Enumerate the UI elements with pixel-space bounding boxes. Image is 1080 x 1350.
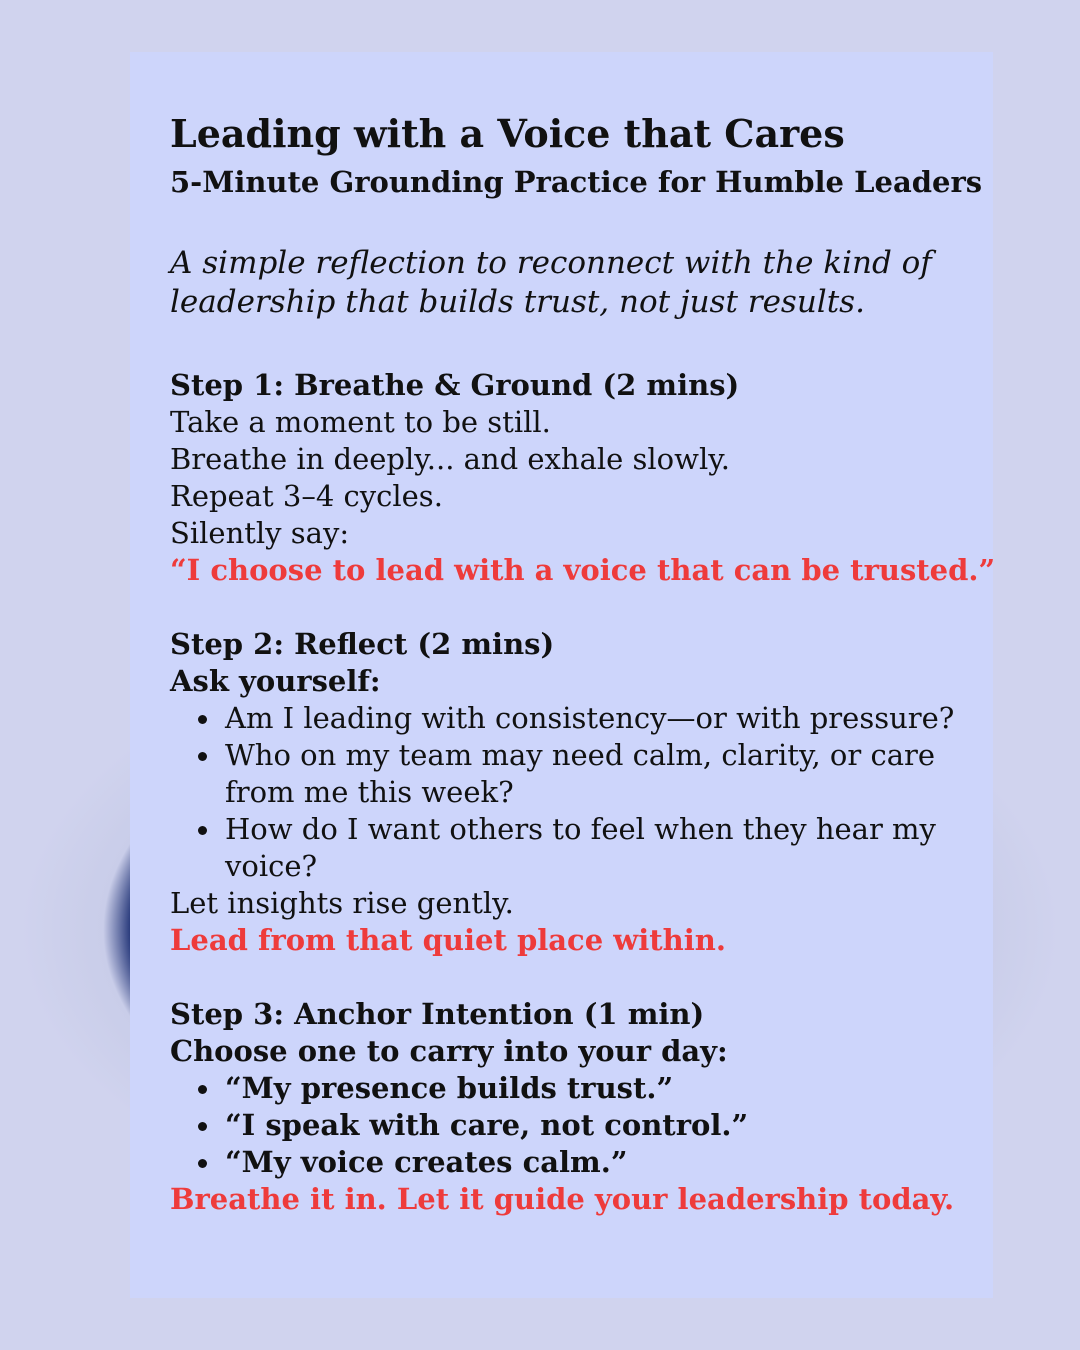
bullet-icon — [198, 826, 207, 835]
question-text: How do I want others to feel when they hear my voice? — [225, 812, 936, 883]
bullet-icon — [198, 1085, 207, 1094]
bullet-icon — [198, 752, 207, 761]
page-title: Leading with a Voice that Cares — [170, 111, 845, 156]
step-1-line: Silently say: — [170, 516, 350, 550]
step-2-closing: Let insights rise gently. — [170, 886, 514, 920]
step-1-section — [170, 367, 996, 589]
step-3-closing: Breathe it in. Let it guide your leadership today. — [170, 1182, 955, 1216]
step-1-affirmation: “I choose to lead with a voice that can be trusted.” — [170, 553, 996, 587]
intention-text: “I speak with care, not control.” — [225, 1108, 749, 1142]
question-text: Am I leading with consistency—or with pressure? — [225, 701, 955, 735]
list-item — [170, 1070, 980, 1107]
step-2-emphasis: Lead from that quiet place within. — [170, 923, 726, 957]
list-item — [170, 811, 985, 885]
bullet-icon — [198, 715, 207, 724]
step-3-prompt: Choose one to carry into your day: — [170, 1034, 728, 1068]
list-item — [170, 700, 980, 737]
intro-line-2: leadership that builds trust, not just results. — [170, 284, 865, 320]
step-1-line: Repeat 3–4 cycles. — [170, 479, 443, 513]
step-1-line: Take a moment to be still. — [170, 405, 551, 439]
list-item — [170, 1144, 980, 1181]
card-content — [170, 108, 996, 1218]
bullet-icon — [198, 1122, 207, 1131]
page-subtitle: 5-Minute Grounding Practice for Humble Leaders — [170, 165, 983, 199]
reflection-questions-list — [170, 700, 980, 885]
intention-text: “My presence builds trust.” — [225, 1071, 674, 1105]
step-3-title: Step 3: Anchor Intention (1 min) — [170, 997, 705, 1031]
step-1-line: Breathe in deeply... and exhale slowly. — [170, 442, 730, 476]
intentions-list — [170, 1070, 980, 1181]
step-1-title: Step 1: Breathe & Ground (2 mins) — [170, 368, 740, 402]
list-item — [170, 737, 985, 811]
question-text: Who on my team may need calm, clarity, or care from me this week? — [225, 738, 936, 809]
list-item — [170, 1107, 980, 1144]
step-2-section — [170, 626, 980, 959]
step-2-title: Step 2: Reflect (2 mins) — [170, 627, 555, 661]
spacer — [170, 589, 980, 626]
step-2-prompt: Ask yourself: — [170, 664, 381, 698]
step-3-section — [170, 996, 980, 1218]
intention-text: “My voice creates calm.” — [225, 1145, 628, 1179]
intro-text — [170, 244, 980, 322]
spacer — [170, 959, 980, 996]
intro-line-1: A simple reflection to reconnect with the kind of — [170, 245, 932, 281]
bullet-icon — [198, 1159, 207, 1168]
